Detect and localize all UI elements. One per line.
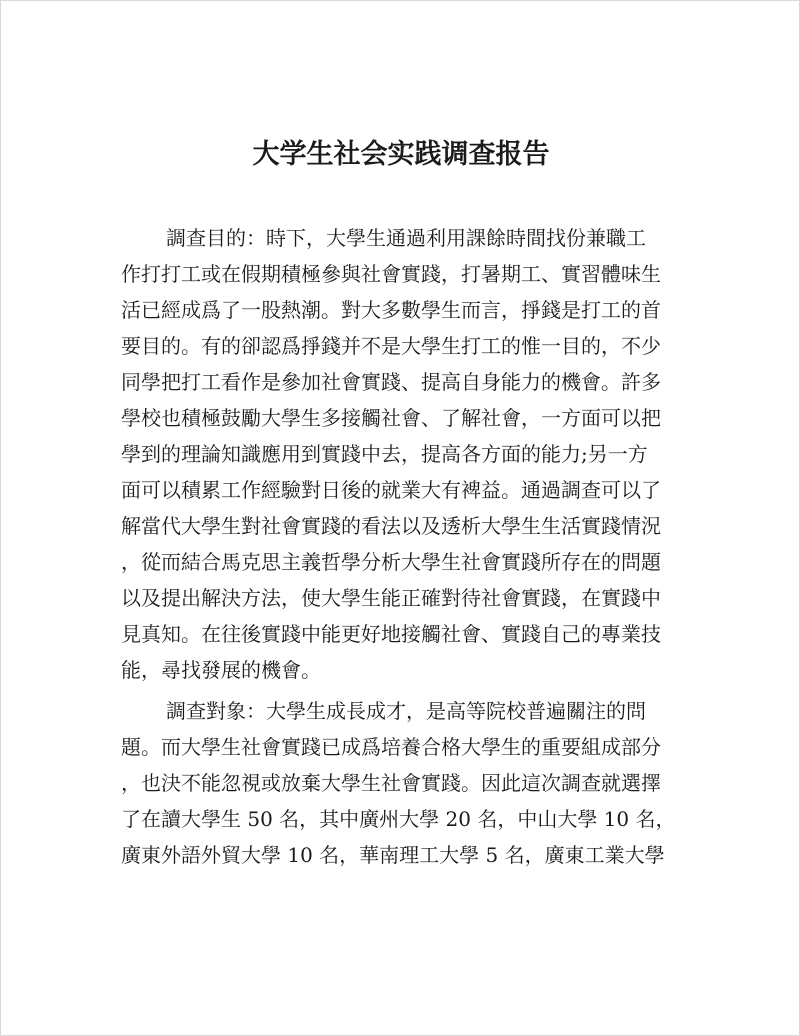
- text-line: 面可以積累工作經驗對日後的就業大有裨益。通過調查可以了: [121, 478, 661, 502]
- document-body: [121, 220, 691, 873]
- document-title: 大学生社会实践调查报告: [252, 139, 550, 170]
- text-line: 以及提出解決方法，使大學生能正確對待社會實踐，在實踐中: [121, 586, 661, 610]
- text-line: 活已經成爲了一股熱潮。對大多數學生而言，掙錢是打工的首: [121, 298, 661, 322]
- text-line: 能，尋找發展的機會。: [121, 658, 321, 682]
- text-line: 要目的。有的卻認爲掙錢并不是大學生打工的惟一目的，不少: [121, 334, 661, 358]
- paragraph-purpose: [121, 220, 691, 688]
- text-line: 作打打工或在假期積極參與社會實踐，打暑期工、實習體味生: [121, 262, 661, 286]
- paragraph-subjects: [121, 693, 691, 873]
- text-line: 調查目的：時下，大學生通過利用課餘時間找份兼職工: [166, 226, 646, 250]
- text-line: 了在讀大學生 50 名，其中廣州大學 20 名，中山大學 10 名，: [121, 807, 676, 831]
- text-line: ，也決不能忽視或放棄大學生社會實踐。因此這次調查就選擇: [121, 771, 661, 795]
- text-line: 解當代大學生對社會實踐的看法以及透析大學生生活實踐情況: [121, 514, 661, 538]
- text-line: ，從而結合馬克思主義哲學分析大學生社會實踐所存在的問題: [121, 550, 661, 574]
- text-line: 廣東外語外貿大學 10 名，華南理工大學 5 名，廣東工業大學: [121, 843, 665, 867]
- text-line: 同學把打工看作是參加社會實踐、提高自身能力的機會。許多: [121, 370, 661, 394]
- text-line: 學校也積極鼓勵大學生多接觸社會、了解社會，一方面可以把: [121, 406, 661, 430]
- text-line: 見真知。在往後實踐中能更好地接觸社會、實踐自己的專業技: [121, 622, 661, 646]
- text-line: 題。而大學生社會實踐已成爲培養合格大學生的重要組成部分: [121, 735, 661, 759]
- text-line: 學到的理論知識應用到實踐中去，提高各方面的能力;另一方: [121, 442, 648, 466]
- text-line: 調查對象：大學生成長成才，是高等院校普遍關注的問: [166, 699, 646, 723]
